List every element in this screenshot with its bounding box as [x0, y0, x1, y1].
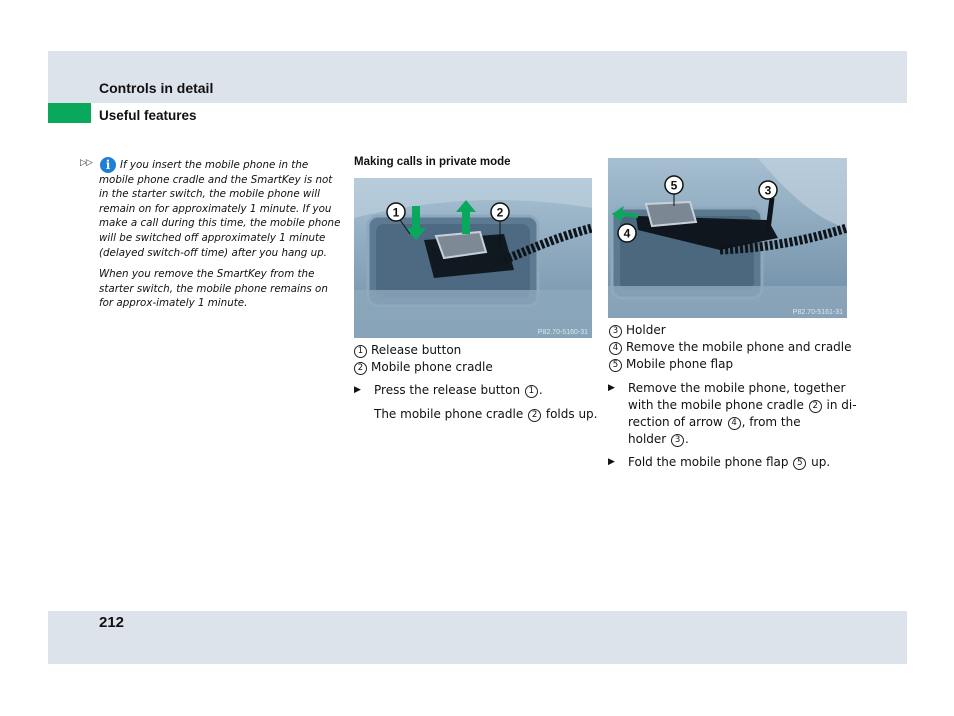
- legend-item: 3 Holder: [609, 322, 666, 339]
- footer-band: [48, 611, 907, 664]
- instruction-step: ▶ Fold the mobile phone flap 5 up.: [608, 455, 831, 469]
- svg-text:1: 1: [392, 205, 400, 220]
- triangle-bullet-icon: ▶: [354, 385, 361, 395]
- legend-item: 2 Mobile phone cradle: [354, 359, 493, 376]
- page-number: 212: [99, 614, 125, 631]
- photo-release-button: [354, 178, 592, 338]
- info-note-secondary: When you remove the SmartKey from the starter switch, the mobile phone remains on for approx-imately 1 minute.: [99, 268, 328, 310]
- svg-text:5: 5: [670, 178, 678, 193]
- instruction-result: The mobile phone cradle 2 folds up.: [374, 407, 598, 421]
- photo-remove-phone: [608, 158, 847, 318]
- legend-item: 4 Remove the mobile phone and cradle: [609, 339, 852, 356]
- section-title: Useful features: [99, 108, 197, 123]
- continuation-marker-icon: ▷▷: [80, 158, 92, 168]
- svg-text:4: 4: [623, 226, 631, 241]
- instruction-step: ▶ Remove the mobile phone, together with the mobile phone cradle 2 in di- rection of arrow 4 , from the holder 3 .: [608, 381, 857, 446]
- photo-code: P82.70-5160-31: [537, 329, 588, 336]
- section-heading: Making calls in private mode: [354, 156, 511, 168]
- triangle-bullet-icon: ▶: [608, 383, 615, 393]
- instruction-step: ▶ Press the release button 1 .: [354, 383, 543, 397]
- triangle-bullet-icon: ▶: [608, 457, 615, 467]
- callout-layer-2: [608, 158, 847, 318]
- legend-item: 5 Mobile phone flap: [609, 356, 733, 373]
- info-note: If you insert the mobile phone in the mobile phone cradle and the SmartKey is not in the starter switch, the mobile phone will remain on for approximately 1 minute. If you make a call during this time, the mobile phone will be switched off approximately 1 minute (delayed switch-off time) after you hang up.: [99, 159, 341, 259]
- legend-item: 1 Release button: [354, 342, 461, 359]
- info-icon: i: [100, 157, 116, 173]
- svg-text:2: 2: [496, 205, 504, 220]
- chapter-title: Controls in detail: [99, 80, 214, 96]
- svg-text:3: 3: [764, 183, 772, 198]
- section-tab-marker: [48, 103, 91, 123]
- photo-code: P82.70-5161-31: [792, 309, 843, 316]
- callout-layer-1: [354, 178, 592, 338]
